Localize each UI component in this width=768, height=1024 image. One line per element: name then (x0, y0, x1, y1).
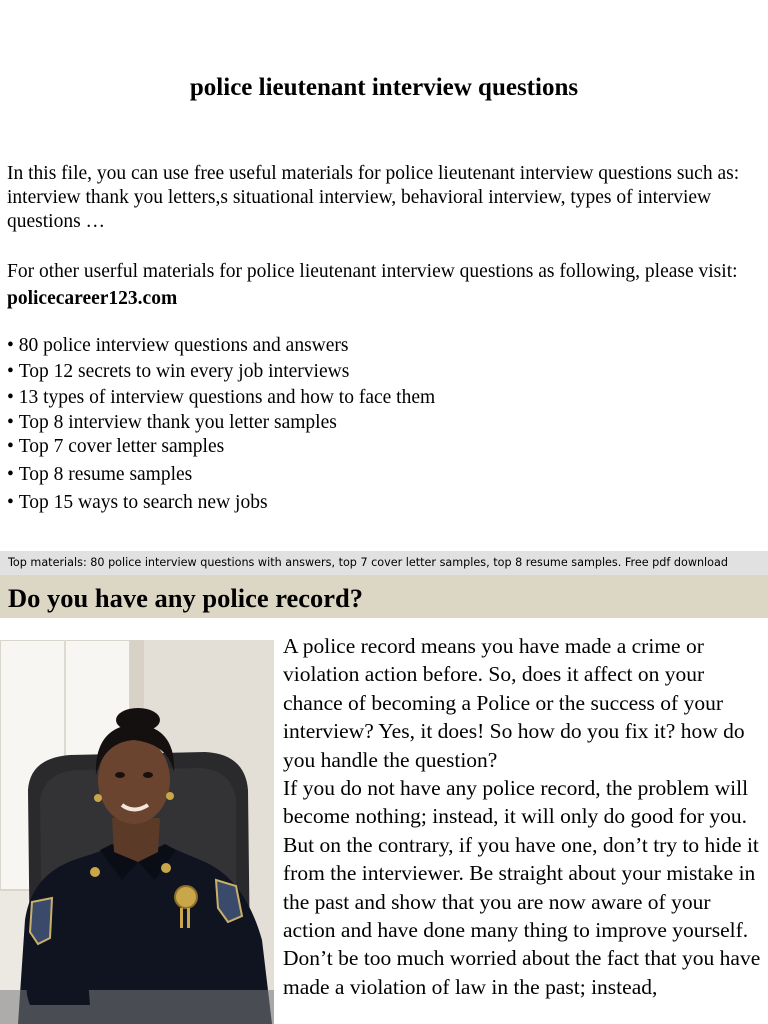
list-item[interactable]: • Top 15 ways to search new jobs (7, 490, 435, 516)
officer-illustration (0, 640, 274, 1024)
body-paragraph: If you do not have any police record, the problem will become nothing; instead, it will only do good for you. But on the contrary, if you have one, don’t try to hide it from the interviewer. Be straight about your mistake in the past and show that you are now aware of your action and have done many thing to improve yourself. Don’t be too much worried about the fact that you have made a violation of law in the past; instead, (283, 776, 761, 999)
policecareer-link[interactable]: policecareer123.com (7, 288, 178, 309)
top-materials-banner[interactable]: Top materials: 80 police interview questions with answers, top 7 cover letter samples, top 8 resume samples. Free pdf download (0, 551, 768, 575)
list-item[interactable]: • 80 police interview questions and answers (7, 333, 435, 359)
resources-prefix: For other userful materials for police lieutenant interview questions as following, please visit: (7, 261, 738, 282)
list-item[interactable]: • Top 7 cover letter samples (7, 435, 435, 462)
resources-paragraph (7, 258, 757, 312)
intro-paragraph: In this file, you can use free useful materials for police lieutenant interview questions such as: interview thank you letters,s situational interview, behavioral interview, types of interview questions … (7, 163, 740, 232)
officer-photo (0, 640, 274, 1024)
list-item[interactable]: • Top 8 resume samples (7, 462, 435, 490)
resource-list (7, 333, 435, 516)
page-title: police lieutenant interview questions (189, 74, 579, 101)
list-item[interactable]: • Top 8 interview thank you letter samples (7, 411, 435, 435)
list-item[interactable]: • 13 types of interview questions and how to face them (7, 385, 435, 411)
section-heading: Do you have any police record? (0, 575, 768, 618)
body-paragraph: A police record means you have made a crime or violation action before. So, does it affect on your chance of becoming a Police or the success of your interview? Yes, it does! So how do you fix it? how do you handle the question? (283, 634, 745, 772)
list-item[interactable]: • Top 12 secrets to win every job interviews (7, 359, 435, 385)
section-body (283, 632, 765, 1001)
